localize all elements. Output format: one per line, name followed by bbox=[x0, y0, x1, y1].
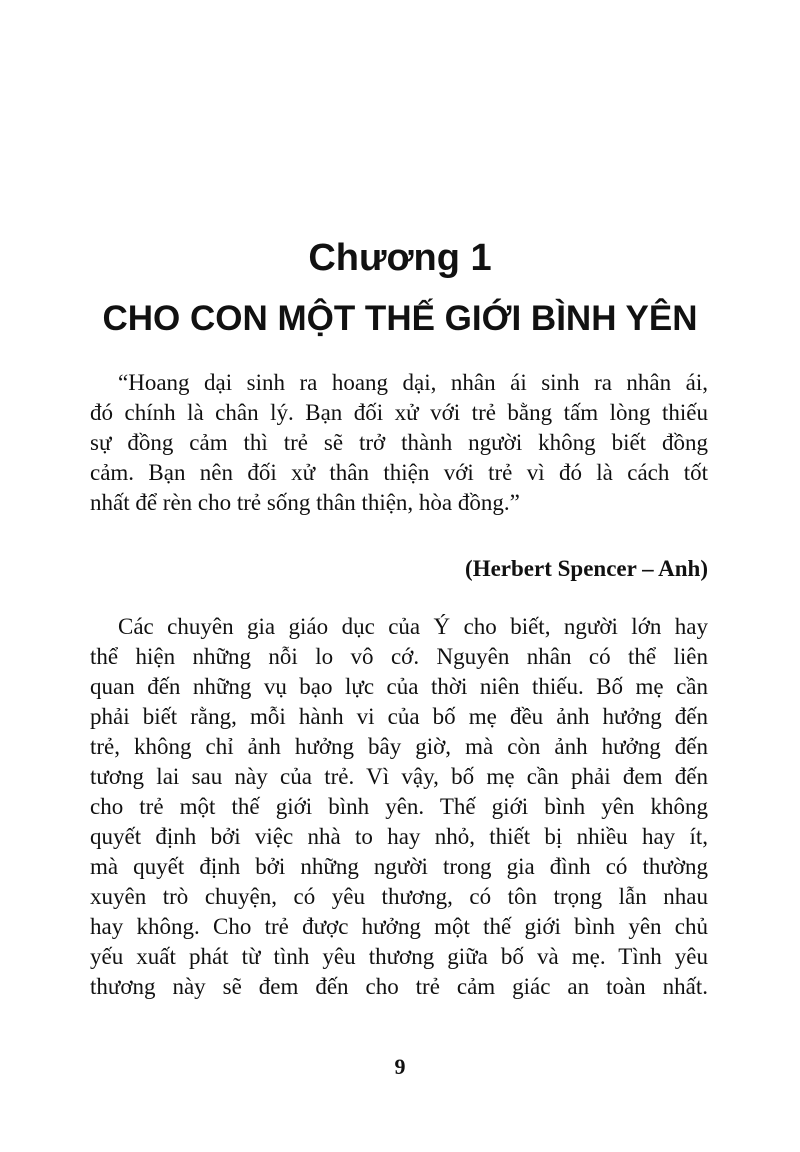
body-line: tương lai sau này của trẻ. Vì vậy, bố mẹ cần phải đem đến bbox=[90, 764, 708, 789]
body-line: thương này sẽ đem đến cho trẻ cảm giác an toàn nhất. bbox=[90, 974, 708, 999]
epigraph-attribution: (Herbert Spencer – Anh) bbox=[465, 556, 708, 581]
body-line: hay không. Cho trẻ được hưởng một thế giới bình yên chủ bbox=[90, 914, 708, 939]
body-line: xuyên trò chuyện, có yêu thương, có tôn trọng lẫn nhau bbox=[90, 884, 708, 909]
body-line: quyết định bởi việc nhà to hay nhỏ, thiết bị nhiều hay ít, bbox=[90, 824, 708, 849]
body-line: mà quyết định bởi những người trong gia đình có thường bbox=[90, 854, 708, 879]
body-line: thể hiện những nỗi lo vô cớ. Nguyên nhân có thể liên bbox=[90, 644, 708, 669]
chapter-number: Chương 1 bbox=[308, 237, 492, 279]
epigraph-quote bbox=[90, 368, 708, 518]
page-number: 9 bbox=[394, 1054, 406, 1079]
epigraph-line: sự đồng cảm thì trẻ sẽ trở thành người không biết đồng bbox=[90, 430, 708, 455]
body-line: quan đến những vụ bạo lực của thời niên thiếu. Bố mẹ cần bbox=[90, 674, 708, 699]
body-paragraph bbox=[90, 612, 708, 1002]
epigraph-line: đó chính là chân lý. Bạn đối xử với trẻ bằng tấm lòng thiếu bbox=[90, 400, 708, 425]
body-line: trẻ, không chỉ ảnh hưởng bây giờ, mà còn ảnh hưởng đến bbox=[90, 734, 708, 759]
epigraph-line: cảm. Bạn nên đối xử thân thiện với trẻ vì đó là cách tốt bbox=[90, 460, 708, 485]
body-line: phải biết rằng, mỗi hành vi của bố mẹ đều ảnh hưởng đến bbox=[90, 704, 708, 729]
epigraph-line: nhất để rèn cho trẻ sống thân thiện, hòa đồng.” bbox=[90, 490, 520, 515]
epigraph-line: “Hoang dại sinh ra hoang dại, nhân ái sinh ra nhân ái, bbox=[118, 370, 708, 395]
chapter-title: CHO CON MỘT THẾ GIỚI BÌNH YÊN bbox=[102, 299, 698, 338]
body-line: cho trẻ một thế giới bình yên. Thế giới bình yên không bbox=[90, 794, 708, 819]
body-line: yếu xuất phát từ tình yêu thương giữa bố và mẹ. Tình yêu bbox=[90, 944, 708, 969]
body-line: Các chuyên gia giáo dục của Ý cho biết, người lớn hay bbox=[118, 614, 708, 639]
